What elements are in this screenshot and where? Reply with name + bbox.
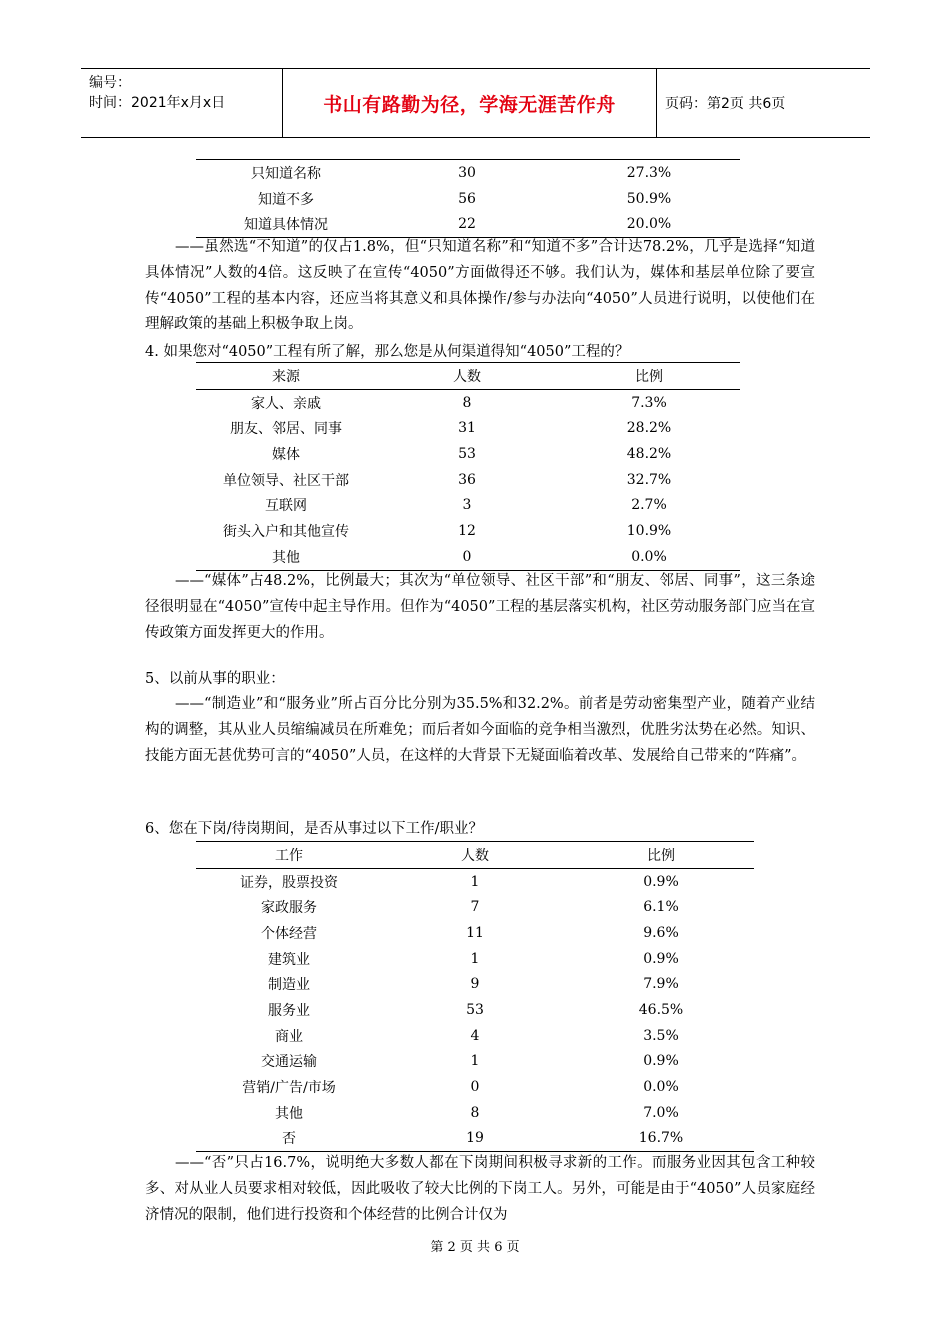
table-cell: 制造业 <box>268 977 310 994</box>
table-cell: 8 <box>462 394 472 411</box>
table-cell: 3 <box>462 497 472 514</box>
table-cell: 个体经营 <box>261 925 317 942</box>
table-cell: 7.9% <box>643 976 679 993</box>
column-header: 比例 <box>568 842 754 869</box>
page-header <box>81 68 870 138</box>
table-row <box>196 946 754 972</box>
table-cell: 11 <box>466 924 484 941</box>
table-cell: 12 <box>458 522 476 539</box>
job-table <box>196 841 754 1152</box>
column-header: 人数 <box>376 363 558 390</box>
table-cell: 单位领导、社区干部 <box>223 472 349 489</box>
paragraph-occupation <box>145 692 815 769</box>
paragraph-awareness <box>145 235 815 338</box>
table-cell: 19 <box>382 1126 568 1152</box>
table-cell: 0.0% <box>558 544 740 570</box>
table-header-row <box>196 363 740 390</box>
table-cell: 7.3% <box>631 394 667 411</box>
table-cell: 知道不多 <box>258 191 314 208</box>
table-row <box>196 1126 754 1152</box>
table-cell: 朋友、邻居、同事 <box>230 421 342 438</box>
table-row <box>196 160 740 186</box>
table-cell: 53 <box>466 1001 484 1018</box>
table-cell: 56 <box>458 190 476 207</box>
table-cell: 交通运输 <box>261 1054 317 1071</box>
table-cell: 20.0% <box>558 211 740 237</box>
paragraph-source <box>145 569 815 646</box>
table-cell: 4 <box>470 1027 480 1044</box>
table-cell: 营销/广告/市场 <box>242 1080 336 1097</box>
table-row <box>196 1049 754 1075</box>
table-cell: 1 <box>470 1053 480 1070</box>
table-row <box>196 492 740 518</box>
table-cell: 0.0% <box>643 1079 679 1096</box>
table-row <box>196 971 754 997</box>
table-cell: 媒体 <box>272 446 300 463</box>
table-row <box>196 467 740 493</box>
table-row <box>196 997 754 1023</box>
table-cell: 16.7% <box>568 1126 754 1152</box>
source-table <box>196 362 740 571</box>
header-number: 编号： <box>89 75 131 91</box>
table-cell: 只知道名称 <box>196 160 376 186</box>
table-cell: 48.2% <box>626 445 672 462</box>
table-cell: 36 <box>458 471 476 488</box>
table-header-row <box>196 842 754 869</box>
question-4: 4. 如果您对“4050”工程有所了解，那么您是从何渠道得知“4050”工程的？ <box>145 344 630 360</box>
column-header: 人数 <box>382 842 568 869</box>
header-meta <box>81 69 283 137</box>
table-cell: 53 <box>458 445 476 462</box>
table-cell: 10.9% <box>626 522 672 539</box>
table-cell: 家人、亲戚 <box>251 395 321 412</box>
table-cell: 其他 <box>196 544 376 570</box>
table-cell: 1 <box>470 873 480 890</box>
table-cell: 8 <box>470 1104 480 1121</box>
table-cell: 27.3% <box>558 160 740 186</box>
question-5: 5、以前从事的职业： <box>145 671 285 687</box>
table-row <box>196 1074 754 1100</box>
table-cell: 证券，股票投资 <box>240 874 338 891</box>
column-header: 工作 <box>196 842 382 869</box>
table-cell: 31 <box>458 420 476 437</box>
table-cell: 7 <box>470 899 480 916</box>
table-row <box>196 920 754 946</box>
table-cell: 建筑业 <box>268 951 310 968</box>
table-cell: 9.6% <box>643 924 679 941</box>
table-cell: 32.7% <box>626 471 672 488</box>
table-cell: 其他 <box>275 1105 303 1122</box>
header-time: 时间：2021年x月x日 <box>89 95 226 111</box>
paragraph-text: ——虽然选“不知道”的仅占1.8%，但“只知道名称”和“知道不多”合计达78.2%，几乎是选择“知道具体情况”人数的4倍。这反映了在宣传“4050”方面做得还不够。我们认为，媒体和基层单位除了要宣传“4050”工程的基本内容，还应当将其意义和具体操作/参与办法向“4050”人员进行说明，以使他们在理解政策的基础上积极争取上岗。 <box>145 239 815 333</box>
table-cell: 0.9% <box>643 950 679 967</box>
paragraph-jobs <box>145 1151 815 1228</box>
table-row <box>196 868 754 894</box>
table-cell: 否 <box>196 1126 382 1152</box>
table-cell: 2.7% <box>631 497 667 514</box>
table-row <box>196 1100 754 1126</box>
table-cell: 商业 <box>275 1028 303 1045</box>
page-footer: 第 2 页 共 6 页 <box>430 1240 520 1255</box>
paragraph-text: ——“否”只占16.7%，说明绝大多数人都在下岗期间积极寻求新的工作。而服务业因其包含工种较多、对从业人员要求相对较低，因此吸收了较大比例的下岗工人。另外，可能是由于“4050”人员家庭经济情况的限制，他们进行投资和个体经营的比例合计仅为 <box>145 1155 815 1223</box>
table-cell: 28.2% <box>626 420 672 437</box>
table-row <box>196 441 740 467</box>
paragraph-text: ——“制造业”和“服务业”所占百分比分别为35.5%和32.2%。前者是劳动密集型产业，随着产业结构的调整，其从业人员缩编减员在所难免；而后者如今面临的竞争相当激烈，优胜劣汰势在必然。知识、技能方面无甚优势可言的“4050”人员，在这样的大背景下无疑面临着改革、发展给自己带来的“阵痛”。 <box>145 696 815 764</box>
table-cell: 30 <box>376 160 558 186</box>
table-row <box>196 518 740 544</box>
table-cell: 9 <box>470 976 480 993</box>
table-row <box>196 544 740 570</box>
paragraph-text: ——“媒体”占48.2%，比例最大；其次为“单位领导、社区干部”和“朋友、邻居、同事”，这三条途径很明显在“4050”宣传中起主导作用。但作为“4050”工程的基层落实机构，社区劳动服务部门应当在宣传政策方面发挥更大的作用。 <box>145 573 815 641</box>
table-row <box>196 415 740 441</box>
table-cell: 互联网 <box>265 498 307 515</box>
table-row <box>196 186 740 212</box>
table-cell: 服务业 <box>268 1002 310 1019</box>
table-row <box>196 211 740 237</box>
table-cell: 6.1% <box>643 899 679 916</box>
table-cell: 1 <box>470 950 480 967</box>
table-cell: 7.0% <box>643 1104 679 1121</box>
table-row <box>196 1023 754 1049</box>
header-page: 页码：第2页 共6页 <box>665 96 786 112</box>
table-cell: 0 <box>376 544 558 570</box>
table-cell: 街头入户和其他宣传 <box>223 523 349 540</box>
column-header: 比例 <box>558 363 740 390</box>
table-cell: 3.5% <box>643 1027 679 1044</box>
table-cell: 0.9% <box>643 873 679 890</box>
table-cell: 0.9% <box>643 1053 679 1070</box>
table-row <box>196 389 740 415</box>
awareness-table <box>196 159 740 238</box>
table-cell: 知道具体情况 <box>196 211 376 237</box>
table-cell: 50.9% <box>626 190 672 207</box>
table-cell: 22 <box>376 211 558 237</box>
question-6: 6、您在下岗/待岗期间，是否从事过以下工作/职业？ <box>145 821 483 837</box>
column-header: 来源 <box>196 363 376 390</box>
table-cell: 家政服务 <box>261 900 317 917</box>
table-cell: 46.5% <box>638 1001 684 1018</box>
table-cell: 0 <box>470 1079 480 1096</box>
table-row <box>196 894 754 920</box>
header-motto: 书山有路勤为径，学海无涯苦作舟 <box>283 69 657 137</box>
